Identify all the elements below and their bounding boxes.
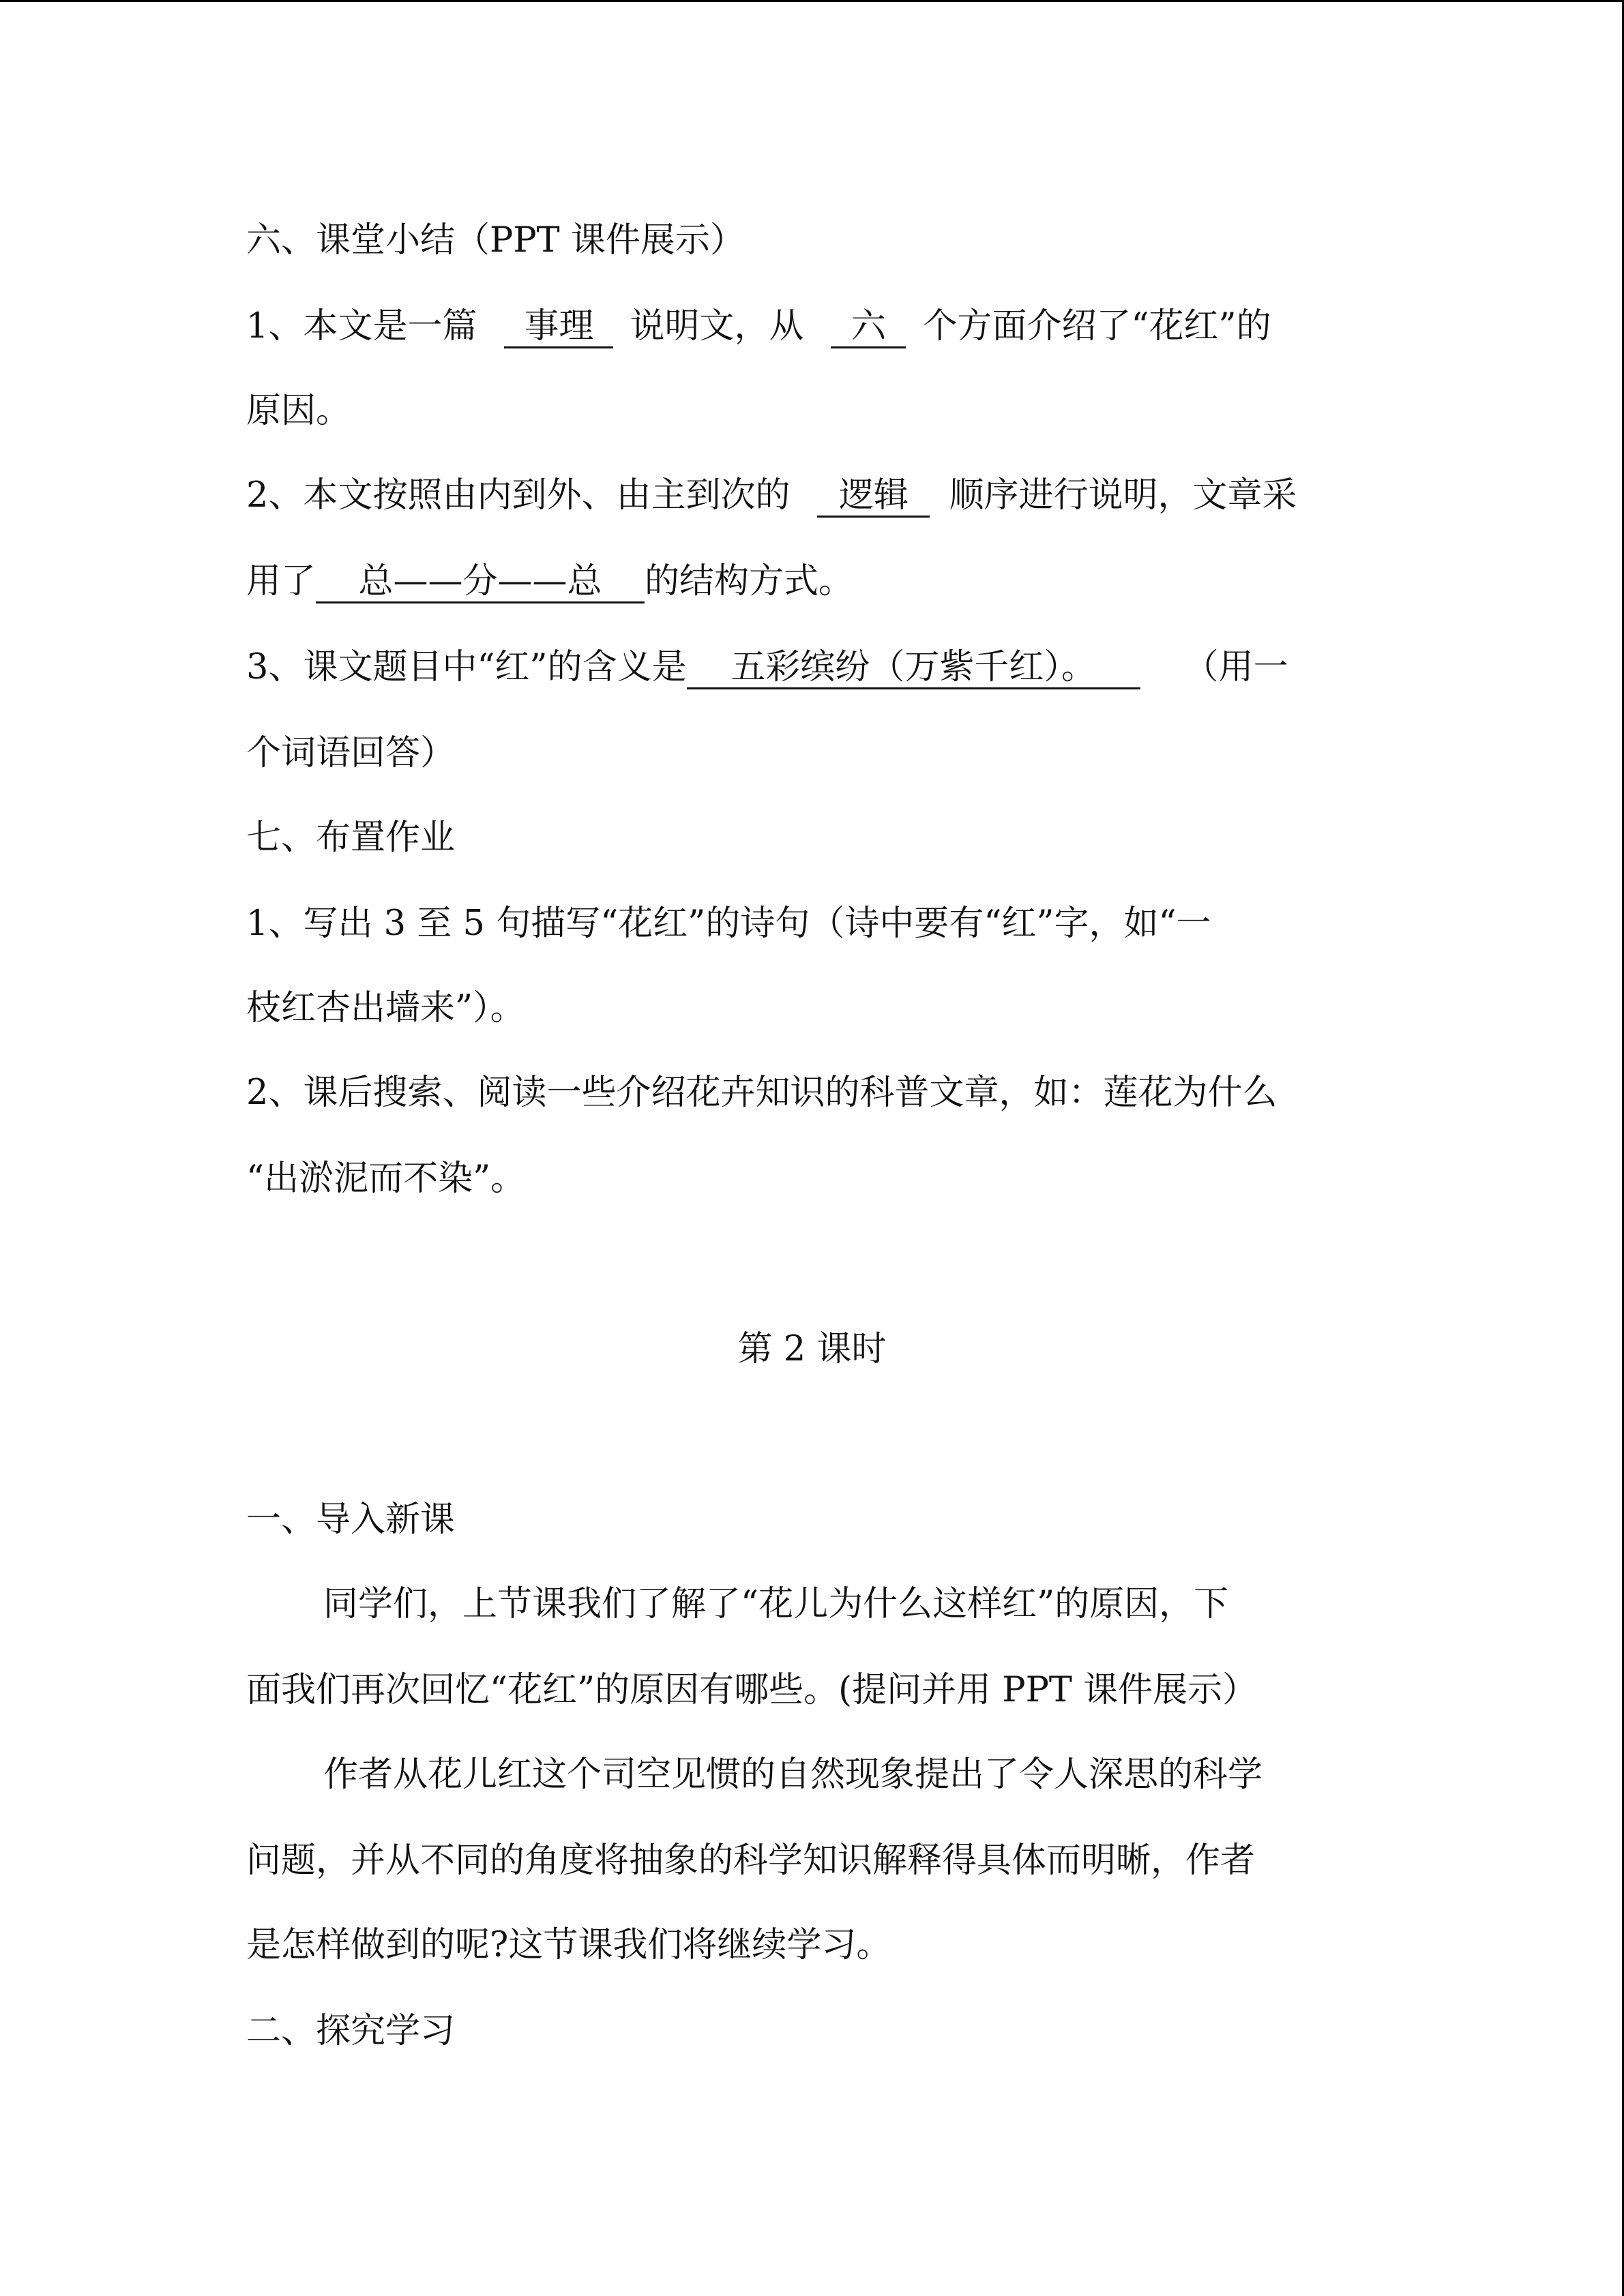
item2-blank-structure: 总——分——总 bbox=[316, 562, 645, 603]
intro-paragraph-1-line-1: 同学们，上节课我们了解了“花儿为什么这样红”的原因，下 bbox=[323, 1584, 1229, 1624]
item3-blank-meaning: 五彩缤纷（万紫千红）。 bbox=[687, 648, 1140, 689]
item2-suffix: 顺序进行说明，文章采 bbox=[949, 475, 1297, 516]
item2-cont-suffix: 的结构方式。 bbox=[645, 561, 854, 601]
summary-item-2 bbox=[246, 474, 1297, 518]
intro-paragraph-2-line-3: 是怎样做到的呢?这节课我们将继续学习。 bbox=[246, 1925, 891, 1965]
lesson-title: 第 2 课时 bbox=[737, 1329, 887, 1369]
item1-suffix: 个方面介绍了“花红”的 bbox=[922, 306, 1271, 346]
item1-middle: 说明文，从 bbox=[630, 306, 804, 346]
summary-item-2-continued bbox=[246, 560, 853, 603]
intro-paragraph-2-line-2: 问题，并从不同的角度将抽象的科学知识解释得具体而明晰，作者 bbox=[246, 1840, 1256, 1881]
item2-blank-order: 逻辑 bbox=[817, 476, 930, 518]
item1-blank-count: 六 bbox=[831, 307, 906, 348]
item3-suffix: （用一 bbox=[1183, 647, 1288, 687]
summary-item-1-continued: 原因。 bbox=[246, 391, 351, 431]
summary-item-1 bbox=[246, 305, 1271, 348]
summary-item-3 bbox=[246, 646, 1288, 689]
section-intro-heading: 一、导入新课 bbox=[246, 1500, 456, 1540]
item2-prefix: 2、本文按照由内到外、由主到次的 bbox=[246, 475, 791, 516]
homework-item-1-continued: 枝红杏出墙来”）。 bbox=[246, 988, 525, 1028]
section-explore-heading: 二、探究学习 bbox=[246, 2011, 456, 2051]
homework-item-1: 1、写出 3 至 5 句描写“花红”的诗句（诗中要有“红”字，如“一 bbox=[246, 904, 1211, 944]
homework-item-2: 2、课后搜索、阅读一些介绍花卉知识的科普文章，如：莲花为什么 bbox=[246, 1073, 1278, 1113]
homework-heading: 七、布置作业 bbox=[246, 818, 456, 858]
homework-item-2-continued: “出淤泥而不染”。 bbox=[246, 1159, 526, 1199]
item1-prefix: 1、本文是一篇 bbox=[246, 306, 477, 346]
intro-paragraph-2-line-1: 作者从花儿红这个司空见惯的自然现象提出了令人深思的科学 bbox=[323, 1755, 1263, 1795]
item3-prefix: 3、课文题目中“红”的含义是 bbox=[246, 647, 687, 687]
summary-item-3-continued: 个词语回答） bbox=[246, 733, 456, 773]
item1-blank-type: 事理 bbox=[504, 307, 613, 348]
intro-paragraph-1-line-2: 面我们再次回忆“花红”的原因有哪些。(提问并用 PPT 课件展示） bbox=[246, 1670, 1258, 1710]
item2-cont-prefix: 用了 bbox=[246, 561, 316, 601]
summary-heading: 六、课堂小结（PPT 课件展示） bbox=[246, 220, 745, 260]
